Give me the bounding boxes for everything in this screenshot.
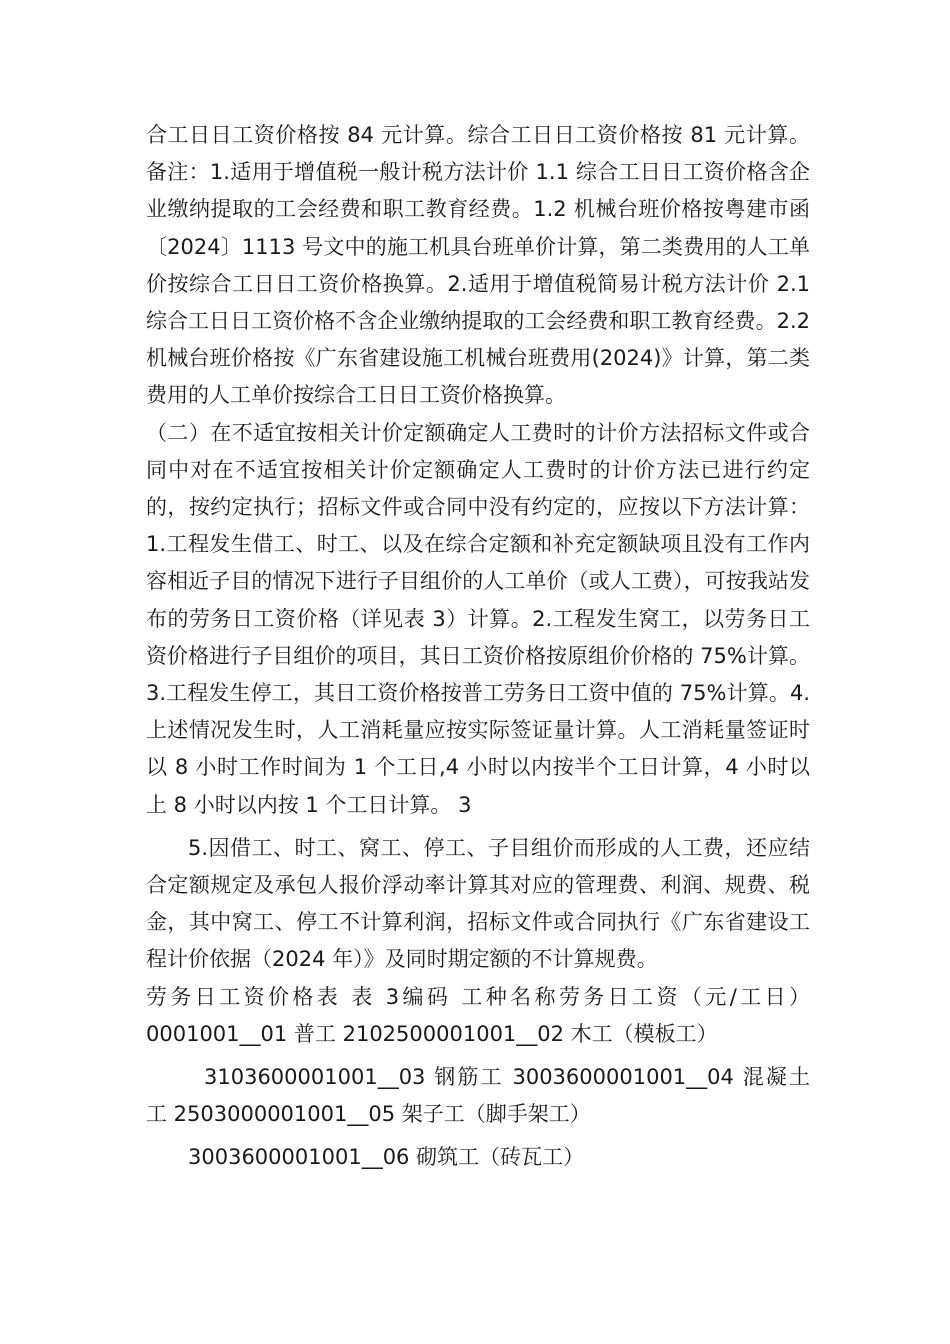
paragraph-wage-table-row-2: 3103600001001__03 钢筋工 3003600001001__04 混凝土工 2503000001001__05 架子工（脚手架工） <box>146 1065 810 1127</box>
document-body <box>146 117 810 1177</box>
paragraph-pricing-method: （二）在不适宜按相关计价定额确定人工费时的计价方法招标文件或合同中对在不适宜按相关计价定额确定人工费时的计价方法已进行约定的，按约定执行；招标文件或合同中没有约定的，应按以下方法计算：1.工程发生借工、时工、以及在综合定额和补充定额缺项且没有工作内容相近子目的情况下进行子目组价的人工单价（或人工费），可按我站发布的劳务日工资价格（详见表 3）计算。2.工程发生窝工，以劳务日工资价格进行子目组价的项目，其日工资价格按原组价价格的 75%计算。3.工程发生停工，其日工资价格按普工劳务日工资中值的 75%计算。4.上述情况发生时，人工消耗量应按实际签证量计算。人工消耗量签证时以 8 小时工作时间为 1 个工日,4 小时以内按半个工日计算，4 小时以上 8 小时以内按 1 个工日计算。 3 <box>146 420 810 817</box>
paragraph-labor-cost-fees: 5.因借工、时工、窝工、停工、子目组价而形成的人工费，还应结合定额规定及承包人报价浮动率计算其对应的管理费、利润、规费、税金，其中窝工、停工不计算利润，招标文件或合同执行《广东省建设工程计价依据（2024 年）》及同时期定额的不计算规费。 <box>146 835 810 972</box>
paragraph-wage-table-header: 劳务日工资价格表 表 3编码 工种名称劳务日工资（元/工日）0001001__01 普工 2102500001001__02 木工（模板工） <box>146 984 810 1046</box>
paragraph-wage-notes: 合工日日工资价格按 84 元计算。综合工日日工资价格按 81 元计算。备注：1.适用于增值税一般计税方法计价 1.1 综合工日日工资价格含企业缴纳提取的工会经费和职工教育经费。1.2 机械台班价格按粤建市函〔2024〕1113 号文中的施工机具台班单价计算，第二类费用的人工单价按综合工日日工资价格换算。2.适用于增值税简易计税方法计价 2.1 综合工日日工资价格不含企业缴纳提取的工会经费和职工教育经费。2.2 机械台班价格按《广东省建设施工机械台班费用(2024)》计算，第二类费用的人工单价按综合工日日工资价格换算。 <box>146 123 810 408</box>
paragraph-wage-table-row-3: 3003600001001__06 砌筑工（砖瓦工） <box>188 1145 585 1170</box>
